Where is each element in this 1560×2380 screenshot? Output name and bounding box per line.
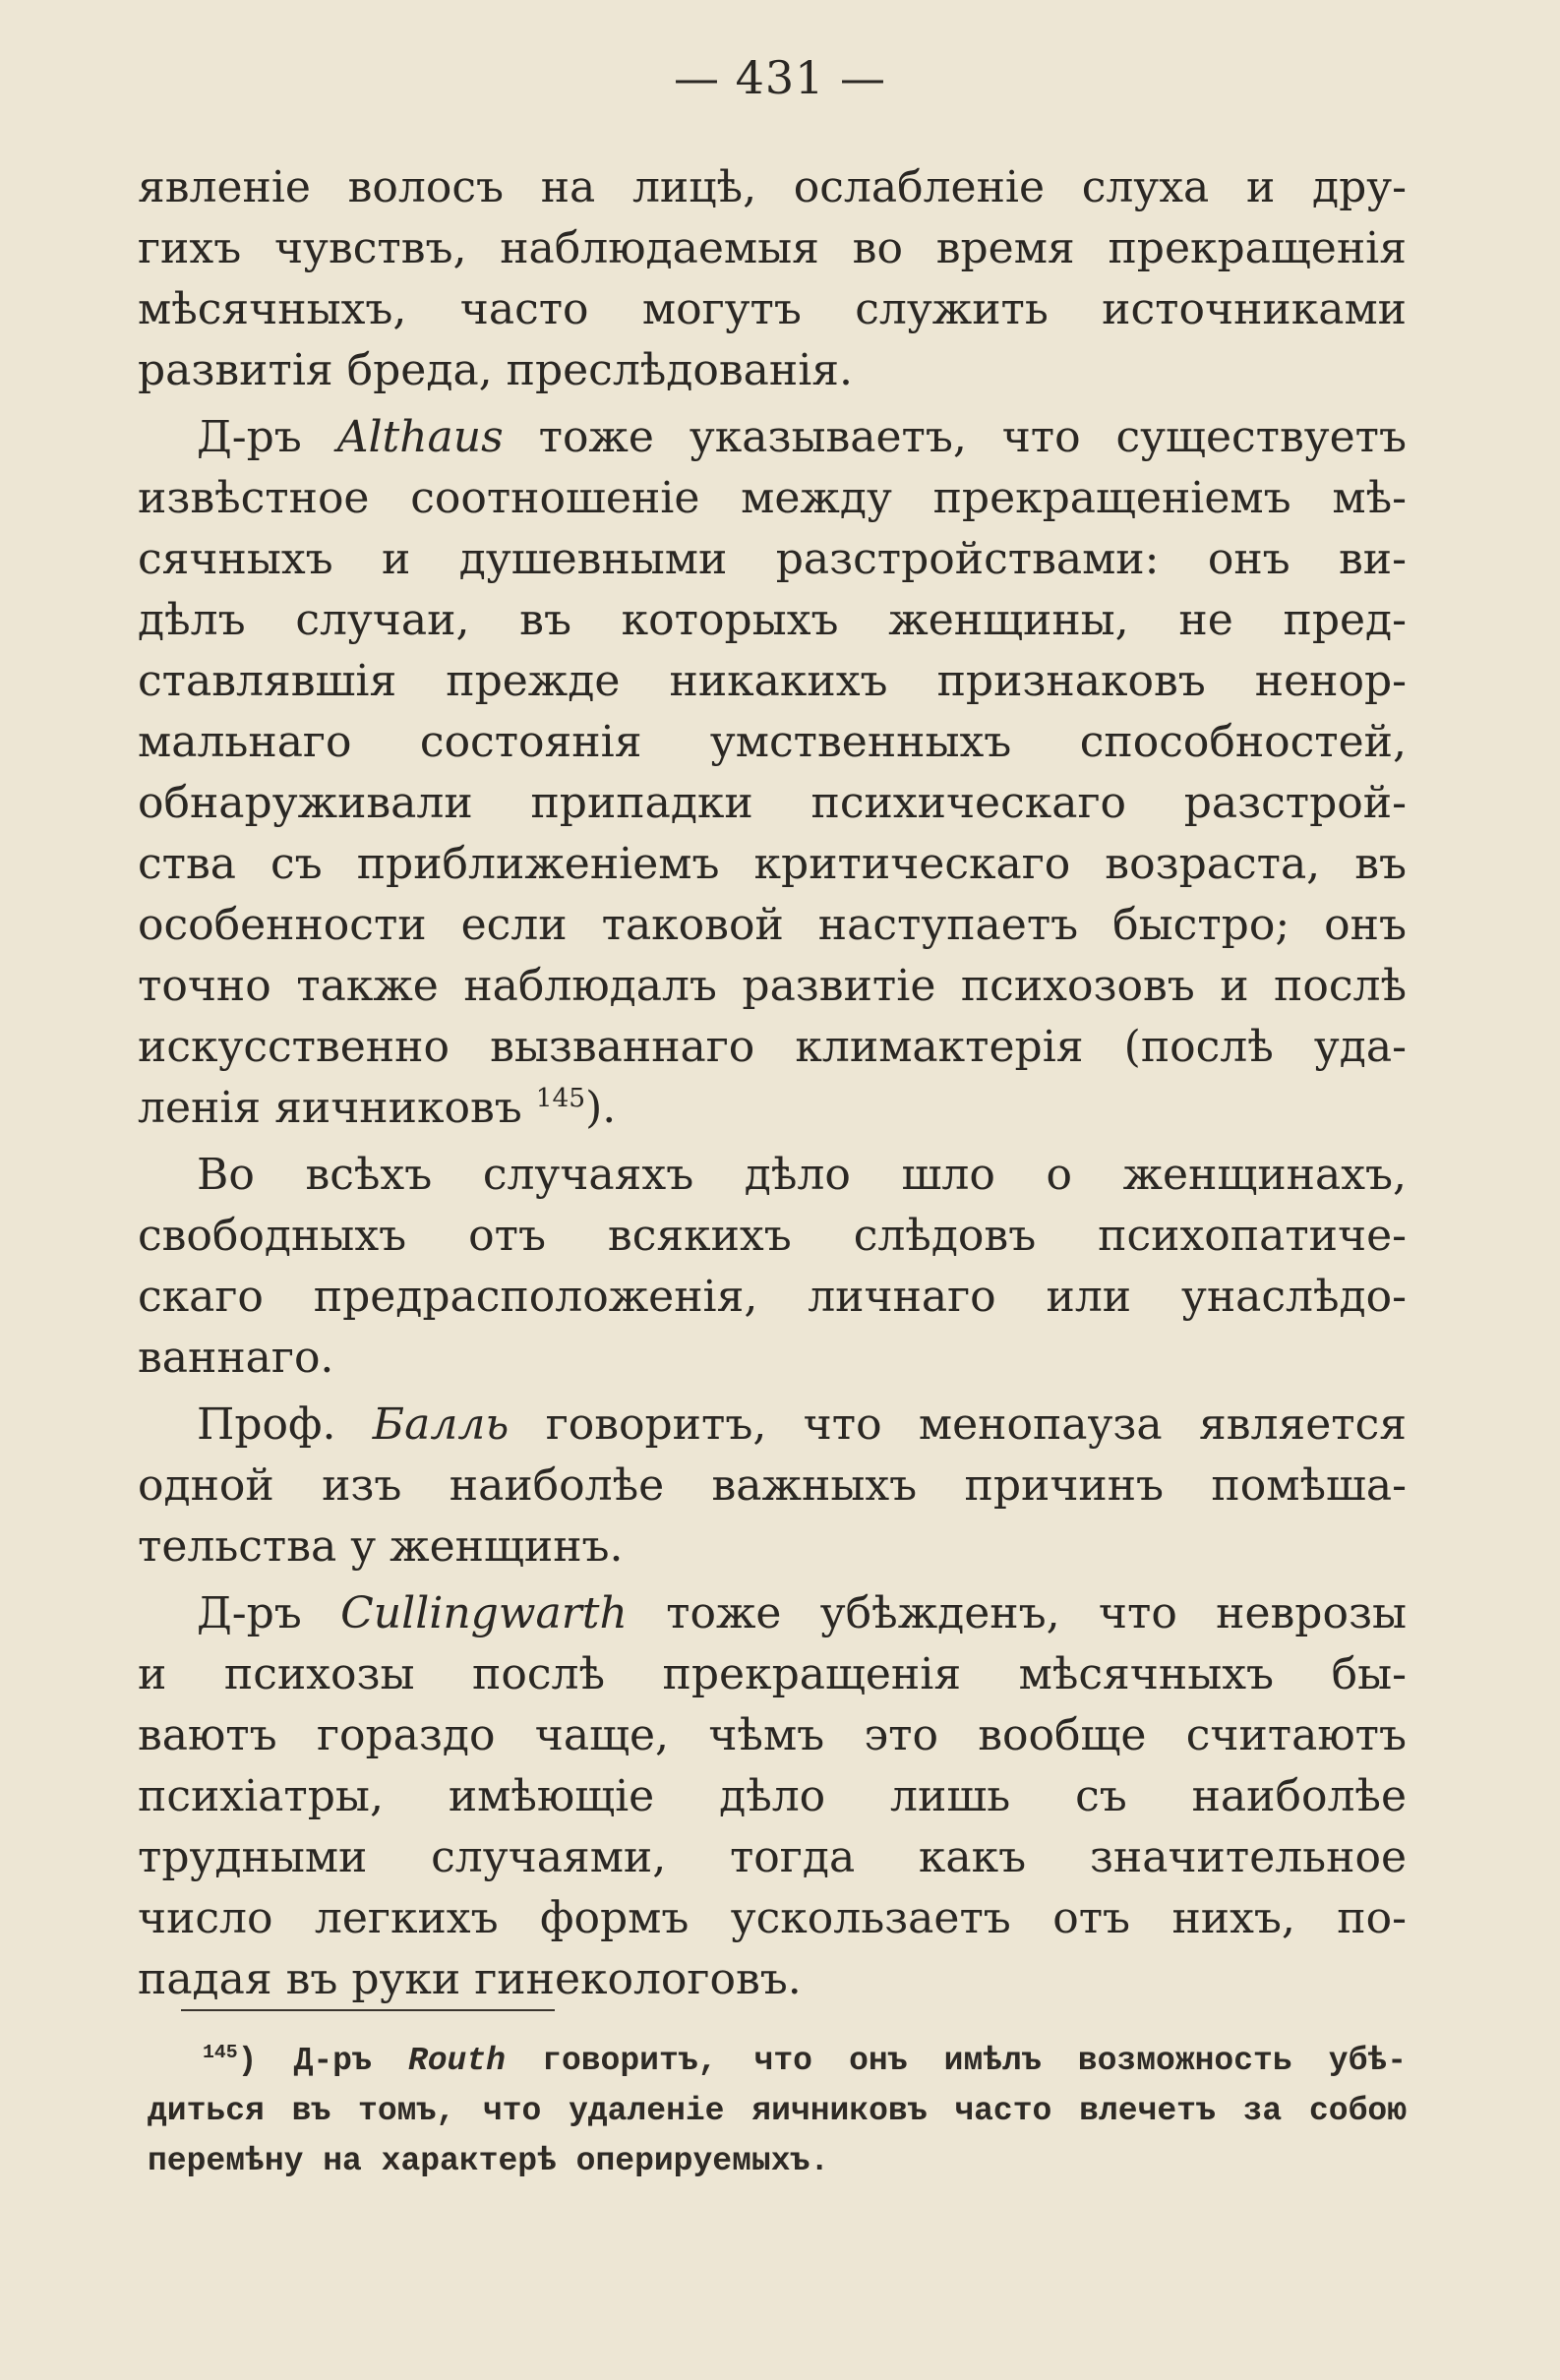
text-line: мѣсячныхъ, часто могутъ служить источниками — [138, 284, 1407, 334]
footnote-ref: 145 — [535, 1083, 586, 1114]
text-line: мальнаго состоянія умственныхъ способностей, — [138, 717, 1407, 767]
paragraph — [138, 1395, 1407, 1577]
paragraph — [138, 407, 1407, 1139]
text-line: одной изъ наиболѣе важныхъ причинъ помѣша- — [138, 1460, 1407, 1511]
text-line: падая въ руки гинекологовъ. — [138, 1954, 802, 2004]
text-line: развитія бреда, преслѣдованія. — [138, 345, 854, 395]
text-line: искусственно вызваннаго климактерія (послѣ уда- — [138, 1022, 1407, 1072]
text-line: свободныхъ отъ всякихъ слѣдовъ психопатиче- — [138, 1211, 1407, 1261]
text-line: и психозы послѣ прекращенія мѣсячныхъ бы- — [138, 1649, 1407, 1699]
footnote-line: перемѣну на характерѣ оперируемыхъ. — [148, 2143, 830, 2179]
text-line: особенности если таковой наступаетъ быстро; онъ — [138, 900, 1407, 950]
main-text — [138, 157, 1407, 2016]
text-line: скаго предрасположенія, личнаго или унаслѣдо- — [138, 1272, 1407, 1322]
page-number: — 431 — — [673, 51, 887, 104]
footnote-line: диться въ томъ, что удаленіе яичниковъ часто влечетъ за собою — [148, 2093, 1407, 2129]
text-line: ваютъ гораздо чаще, чѣмъ это вообще считаютъ — [138, 1710, 1407, 1760]
footnote-line: $^{145}$) Д-ръ Routh говоритъ, что онъ имѣлъ возможность убѣ- — [203, 2042, 1408, 2079]
paragraph — [138, 1145, 1407, 1389]
text-line: сячныхъ и душевными разстройствами: онъ ви- — [138, 534, 1407, 584]
text-line: ставлявшія прежде никакихъ признаковъ ненор- — [138, 656, 1407, 706]
text-line: Д-ръ Cullingwarth тоже убѣжденъ, что неврозы — [197, 1588, 1407, 1638]
text-line: Проф. Балль говоритъ, что менопауза является — [197, 1399, 1407, 1450]
text-line: обнаруживали припадки психическаго разстрой- — [138, 778, 1407, 828]
footnote-divider — [181, 2009, 555, 2011]
text-line: тельства у женщинъ. — [138, 1521, 624, 1572]
text-line: психіатры, имѣющіе дѣло лишь съ наиболѣе — [138, 1771, 1407, 1821]
paragraph — [138, 1583, 1407, 2010]
text-line: дѣлъ случаи, въ которыхъ женщины, не пред- — [138, 595, 1407, 645]
text-line: Во всѣхъ случаяхъ дѣло шло о женщинахъ, — [197, 1150, 1407, 1200]
text-line: ства съ приближеніемъ критическаго возраста, въ — [138, 839, 1407, 889]
text-line: точно также наблюдалъ развитіе психозовъ и послѣ — [138, 961, 1407, 1011]
text-line: трудными случаями, тогда какъ значительное — [138, 1832, 1407, 1882]
footnote — [148, 2036, 1407, 2186]
text-line: ленія яичниковъ $^{145}$). — [138, 1083, 617, 1133]
text-line: ваннаго. — [138, 1333, 334, 1383]
text-line: явленіе волосъ на лицѣ, ослабленіе слуха и дру- — [138, 162, 1407, 212]
paragraph — [138, 157, 1407, 401]
text-line: извѣстное соотношеніе между прекращеніемъ мѣ- — [138, 473, 1407, 523]
text-line: Д-ръ Althaus тоже указываетъ, что существуетъ — [197, 412, 1407, 462]
footnote-ref: 145 — [203, 2042, 238, 2064]
text-line: число легкихъ формъ ускользаетъ отъ нихъ, по- — [138, 1893, 1407, 1943]
text-line: гихъ чувствъ, наблюдаемыя во время прекращенія — [138, 223, 1407, 273]
